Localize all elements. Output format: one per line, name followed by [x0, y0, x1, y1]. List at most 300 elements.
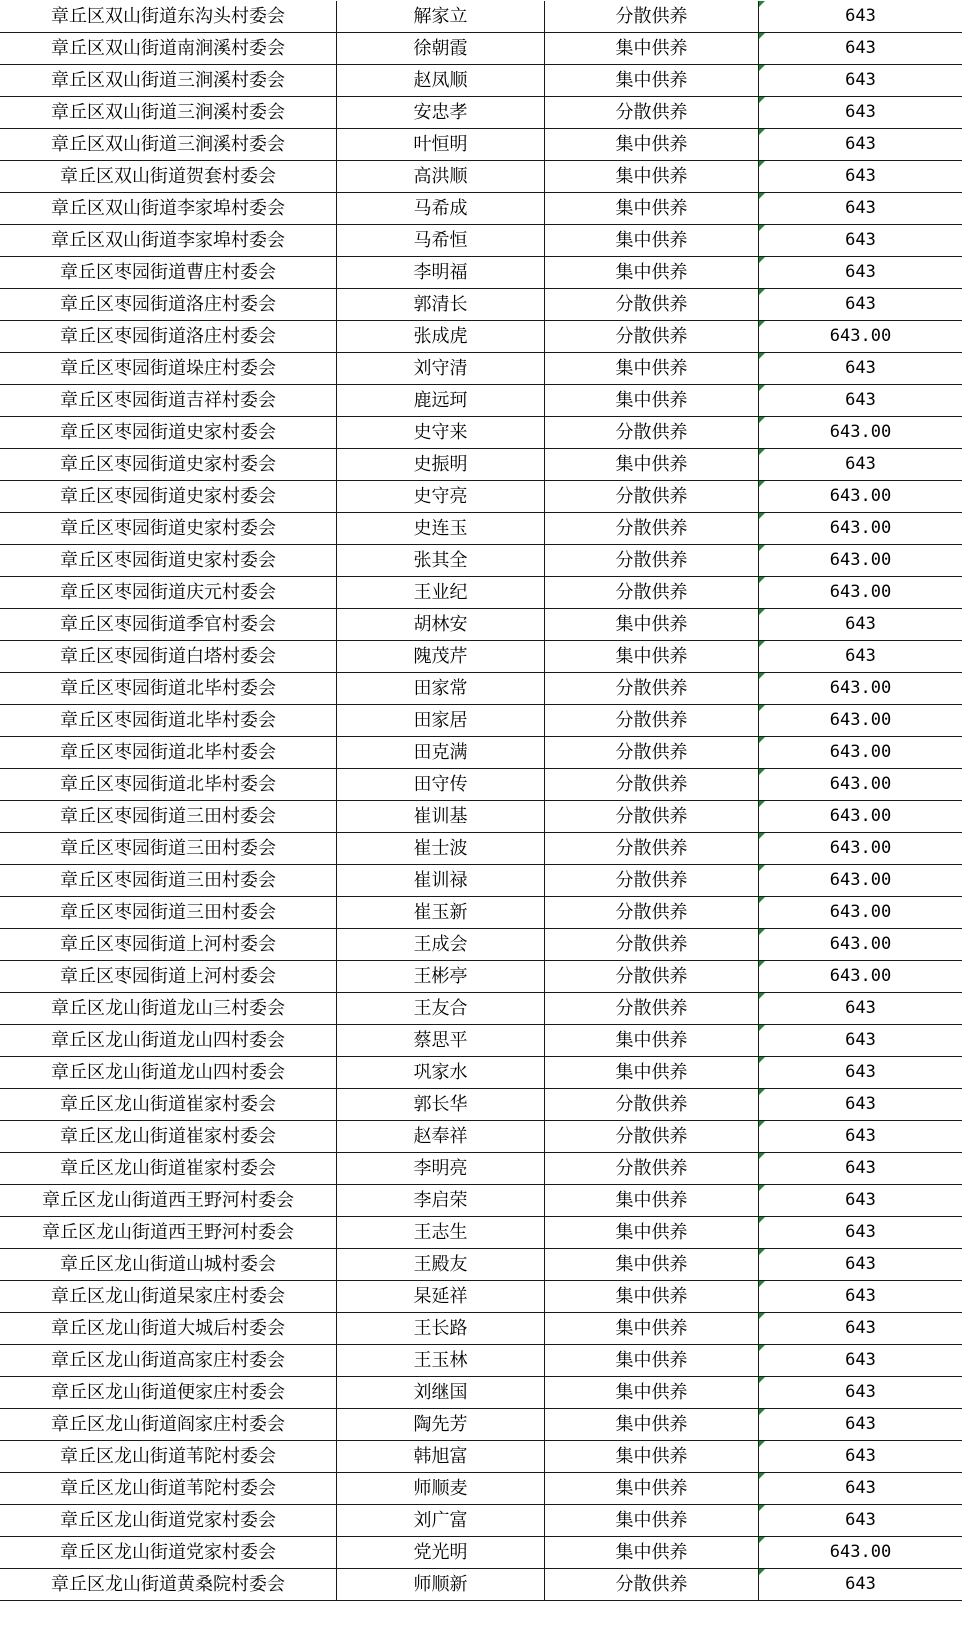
village-cell[interactable]: 章丘区龙山街道西王野河村委会	[0, 1185, 337, 1216]
table-row	[0, 1377, 962, 1409]
village-cell[interactable]: 章丘区龙山街道大城后村委会	[0, 1313, 337, 1344]
amount-cell[interactable]	[759, 1, 962, 32]
amount-value: 643	[845, 166, 876, 186]
name-cell[interactable]: 王殿友	[337, 1249, 545, 1280]
table-row	[0, 1025, 962, 1057]
support-type-cell[interactable]: 集中供养	[545, 1505, 759, 1536]
village-cell[interactable]: 章丘区龙山街道苇陀村委会	[0, 1473, 337, 1504]
village-cell[interactable]: 章丘区枣园街道北毕村委会	[0, 705, 337, 736]
number-stored-as-text-indicator	[759, 161, 765, 167]
amount-cell[interactable]	[759, 129, 962, 160]
number-stored-as-text-indicator	[759, 961, 765, 967]
number-stored-as-text-indicator	[759, 609, 765, 615]
village-cell[interactable]: 章丘区枣园街道上河村委会	[0, 929, 337, 960]
amount-cell[interactable]	[759, 1217, 962, 1248]
name-cell[interactable]: 王彬亭	[337, 961, 545, 992]
amount-value: 643	[845, 614, 876, 634]
number-stored-as-text-indicator	[759, 1281, 765, 1287]
number-stored-as-text-indicator	[759, 1121, 765, 1127]
support-type-cell[interactable]: 集中供养	[545, 193, 759, 224]
support-type-cell[interactable]: 集中供养	[545, 1185, 759, 1216]
amount-value: 643.00	[829, 486, 892, 506]
amount-cell[interactable]	[759, 1249, 962, 1280]
name-cell[interactable]: 巩家水	[337, 1057, 545, 1088]
support-type-cell[interactable]: 分散供养	[545, 321, 759, 352]
support-type-cell[interactable]: 分散供养	[545, 897, 759, 928]
number-stored-as-text-indicator	[759, 289, 765, 295]
village-cell[interactable]: 章丘区枣园街道上河村委会	[0, 961, 337, 992]
amount-cell[interactable]	[759, 481, 962, 512]
amount-cell[interactable]	[759, 993, 962, 1024]
amount-value: 643	[845, 1382, 876, 1402]
village-cell[interactable]: 章丘区龙山街道杲家庄村委会	[0, 1281, 337, 1312]
village-cell[interactable]: 章丘区龙山街道崔家村委会	[0, 1121, 337, 1152]
name-cell[interactable]: 王玉林	[337, 1345, 545, 1376]
amount-value: 643	[845, 38, 876, 58]
number-stored-as-text-indicator	[759, 321, 765, 327]
support-type-cell[interactable]: 集中供养	[545, 353, 759, 384]
village-cell[interactable]: 章丘区双山街道贺套村委会	[0, 161, 337, 192]
table-row	[0, 1441, 962, 1473]
amount-cell[interactable]	[759, 1345, 962, 1376]
village-cell[interactable]: 章丘区枣园街道曹庄村委会	[0, 257, 337, 288]
amount-cell[interactable]	[759, 577, 962, 608]
amount-cell[interactable]	[759, 705, 962, 736]
amount-cell[interactable]	[759, 1025, 962, 1056]
amount-value: 643.00	[829, 774, 892, 794]
amount-cell[interactable]	[759, 353, 962, 384]
table-row	[0, 1345, 962, 1377]
amount-value: 643.00	[829, 902, 892, 922]
village-cell[interactable]: 章丘区枣园街道洛庄村委会	[0, 289, 337, 320]
village-cell[interactable]: 章丘区双山街道三涧溪村委会	[0, 129, 337, 160]
number-stored-as-text-indicator	[759, 449, 765, 455]
support-type-cell[interactable]: 集中供养	[545, 1537, 759, 1568]
name-cell[interactable]: 田家居	[337, 705, 545, 736]
name-cell[interactable]: 马希恒	[337, 225, 545, 256]
number-stored-as-text-indicator	[759, 801, 765, 807]
number-stored-as-text-indicator	[759, 33, 765, 39]
village-cell[interactable]: 章丘区枣园街道垛庄村委会	[0, 353, 337, 384]
name-cell[interactable]: 高洪顺	[337, 161, 545, 192]
support-type-cell[interactable]: 集中供养	[545, 225, 759, 256]
village-cell[interactable]: 章丘区龙山街道龙山三村委会	[0, 993, 337, 1024]
amount-cell[interactable]	[759, 801, 962, 832]
village-cell[interactable]: 章丘区枣园街道北毕村委会	[0, 769, 337, 800]
table-row	[0, 1, 962, 33]
village-cell[interactable]: 章丘区枣园街道史家村委会	[0, 449, 337, 480]
amount-cell[interactable]	[759, 1057, 962, 1088]
name-cell[interactable]: 蔡思平	[337, 1025, 545, 1056]
village-cell[interactable]: 章丘区枣园街道三田村委会	[0, 833, 337, 864]
name-cell[interactable]: 崔士波	[337, 833, 545, 864]
village-cell[interactable]: 章丘区双山街道三涧溪村委会	[0, 65, 337, 96]
table-row	[0, 993, 962, 1025]
table-row	[0, 193, 962, 225]
table-row	[0, 1217, 962, 1249]
support-type-cell[interactable]: 分散供养	[545, 673, 759, 704]
name-cell[interactable]: 杲延祥	[337, 1281, 545, 1312]
village-cell[interactable]: 章丘区枣园街道史家村委会	[0, 513, 337, 544]
amount-cell[interactable]	[759, 1505, 962, 1536]
village-cell[interactable]: 章丘区枣园街道史家村委会	[0, 481, 337, 512]
support-type-cell[interactable]: 分散供养	[545, 1153, 759, 1184]
name-cell[interactable]: 田守传	[337, 769, 545, 800]
support-type-cell[interactable]: 分散供养	[545, 1569, 759, 1600]
village-cell[interactable]: 章丘区枣园街道三田村委会	[0, 801, 337, 832]
number-stored-as-text-indicator	[759, 193, 765, 199]
number-stored-as-text-indicator	[759, 673, 765, 679]
amount-cell[interactable]	[759, 929, 962, 960]
name-cell[interactable]: 师顺新	[337, 1569, 545, 1600]
support-type-cell[interactable]: 集中供养	[545, 1377, 759, 1408]
amount-cell[interactable]	[759, 161, 962, 192]
number-stored-as-text-indicator	[759, 1217, 765, 1223]
support-type-cell[interactable]: 分散供养	[545, 993, 759, 1024]
amount-value: 643	[845, 1062, 876, 1082]
number-stored-as-text-indicator	[759, 1025, 765, 1031]
name-cell[interactable]: 刘广富	[337, 1505, 545, 1536]
amount-cell[interactable]	[759, 513, 962, 544]
name-cell[interactable]: 郭长华	[337, 1089, 545, 1120]
support-type-cell[interactable]: 集中供养	[545, 1345, 759, 1376]
table-row	[0, 577, 962, 609]
number-stored-as-text-indicator	[759, 993, 765, 999]
number-stored-as-text-indicator	[759, 929, 765, 935]
village-cell[interactable]: 章丘区双山街道南涧溪村委会	[0, 33, 337, 64]
amount-cell[interactable]	[759, 833, 962, 864]
table-row	[0, 385, 962, 417]
number-stored-as-text-indicator	[759, 545, 765, 551]
table-row	[0, 897, 962, 929]
support-type-cell[interactable]: 集中供养	[545, 1441, 759, 1472]
table-row	[0, 449, 962, 481]
support-type-cell[interactable]: 集中供养	[545, 449, 759, 480]
amount-value: 643	[845, 70, 876, 90]
name-cell[interactable]: 鹿远珂	[337, 385, 545, 416]
support-type-cell[interactable]: 分散供养	[545, 833, 759, 864]
amount-cell[interactable]	[759, 449, 962, 480]
name-cell[interactable]: 史守来	[337, 417, 545, 448]
support-type-cell[interactable]: 集中供养	[545, 1409, 759, 1440]
support-type-cell[interactable]: 分散供养	[545, 1, 759, 32]
name-cell[interactable]: 师顺麦	[337, 1473, 545, 1504]
amount-cell[interactable]	[759, 257, 962, 288]
table-row	[0, 833, 962, 865]
number-stored-as-text-indicator	[759, 385, 765, 391]
name-cell[interactable]: 王成会	[337, 929, 545, 960]
table-row	[0, 865, 962, 897]
amount-value: 643.00	[829, 806, 892, 826]
support-type-cell[interactable]: 集中供养	[545, 1249, 759, 1280]
name-cell[interactable]: 王长路	[337, 1313, 545, 1344]
name-cell[interactable]: 刘守清	[337, 353, 545, 384]
name-cell[interactable]: 崔训禄	[337, 865, 545, 896]
amount-value: 643	[845, 646, 876, 666]
village-cell[interactable]: 章丘区双山街道三涧溪村委会	[0, 97, 337, 128]
name-cell[interactable]: 隗茂芹	[337, 641, 545, 672]
amount-cell[interactable]	[759, 1153, 962, 1184]
amount-cell[interactable]	[759, 321, 962, 352]
village-cell[interactable]: 章丘区龙山街道党家村委会	[0, 1537, 337, 1568]
name-cell[interactable]: 陶先芳	[337, 1409, 545, 1440]
amount-cell[interactable]	[759, 865, 962, 896]
table-row	[0, 65, 962, 97]
number-stored-as-text-indicator	[759, 97, 765, 103]
amount-cell[interactable]	[759, 97, 962, 128]
support-type-cell[interactable]: 分散供养	[545, 961, 759, 992]
table-row	[0, 1537, 962, 1569]
table-row	[0, 673, 962, 705]
amount-cell[interactable]	[759, 897, 962, 928]
support-type-cell[interactable]: 分散供养	[545, 481, 759, 512]
support-type-cell[interactable]: 集中供养	[545, 1473, 759, 1504]
number-stored-as-text-indicator	[759, 1313, 765, 1319]
support-type-cell[interactable]: 分散供养	[545, 865, 759, 896]
amount-cell[interactable]	[759, 225, 962, 256]
support-type-cell[interactable]: 集中供养	[545, 1281, 759, 1312]
table-row	[0, 1313, 962, 1345]
table-row	[0, 513, 962, 545]
table-row	[0, 353, 962, 385]
amount-cell[interactable]	[759, 641, 962, 672]
name-cell[interactable]: 田家常	[337, 673, 545, 704]
support-type-cell[interactable]: 分散供养	[545, 417, 759, 448]
village-cell[interactable]: 章丘区枣园街道洛庄村委会	[0, 321, 337, 352]
village-cell[interactable]: 章丘区龙山街道党家村委会	[0, 1505, 337, 1536]
name-cell[interactable]: 赵凤顺	[337, 65, 545, 96]
name-cell[interactable]: 崔训基	[337, 801, 545, 832]
village-cell[interactable]: 章丘区枣园街道北毕村委会	[0, 737, 337, 768]
number-stored-as-text-indicator	[759, 481, 765, 487]
amount-cell[interactable]	[759, 769, 962, 800]
name-cell[interactable]: 史振明	[337, 449, 545, 480]
name-cell[interactable]: 崔玉新	[337, 897, 545, 928]
village-cell[interactable]: 章丘区龙山街道龙山四村委会	[0, 1025, 337, 1056]
name-cell[interactable]: 张成虎	[337, 321, 545, 352]
amount-value: 643	[845, 6, 876, 26]
table-row	[0, 737, 962, 769]
amount-cell[interactable]	[759, 673, 962, 704]
amount-value: 643	[845, 1414, 876, 1434]
amount-value: 643.00	[829, 582, 892, 602]
support-type-cell[interactable]: 分散供养	[545, 929, 759, 960]
village-cell[interactable]: 章丘区龙山街道黄桑院村委会	[0, 1569, 337, 1600]
table-row	[0, 161, 962, 193]
name-cell[interactable]: 史守亮	[337, 481, 545, 512]
table-row	[0, 609, 962, 641]
number-stored-as-text-indicator	[759, 641, 765, 647]
support-type-cell[interactable]: 分散供养	[545, 801, 759, 832]
name-cell[interactable]: 刘继国	[337, 1377, 545, 1408]
table-row	[0, 417, 962, 449]
table-row	[0, 1505, 962, 1537]
village-cell[interactable]: 章丘区龙山街道苇陀村委会	[0, 1441, 337, 1472]
amount-cell[interactable]	[759, 545, 962, 576]
support-type-cell[interactable]: 分散供养	[545, 1089, 759, 1120]
amount-value: 643	[845, 1094, 876, 1114]
number-stored-as-text-indicator	[759, 1345, 765, 1351]
village-cell[interactable]: 章丘区龙山街道山城村委会	[0, 1249, 337, 1280]
village-cell[interactable]: 章丘区龙山街道崔家村委会	[0, 1153, 337, 1184]
table-row	[0, 129, 962, 161]
amount-value: 643.00	[829, 710, 892, 730]
name-cell[interactable]: 王业纪	[337, 577, 545, 608]
number-stored-as-text-indicator	[759, 65, 765, 71]
support-type-cell[interactable]: 集中供养	[545, 1025, 759, 1056]
support-type-cell[interactable]: 分散供养	[545, 705, 759, 736]
amount-value: 643	[845, 1446, 876, 1466]
number-stored-as-text-indicator	[759, 129, 765, 135]
support-type-cell[interactable]: 集中供养	[545, 129, 759, 160]
support-type-cell[interactable]: 分散供养	[545, 577, 759, 608]
support-type-cell[interactable]: 集中供养	[545, 609, 759, 640]
amount-value: 643	[845, 1254, 876, 1274]
support-type-cell[interactable]: 分散供养	[545, 769, 759, 800]
support-type-cell[interactable]: 集中供养	[545, 1313, 759, 1344]
amount-value: 643	[845, 102, 876, 122]
support-type-cell[interactable]: 集中供养	[545, 641, 759, 672]
number-stored-as-text-indicator	[759, 1441, 765, 1447]
amount-cell[interactable]	[759, 1473, 962, 1504]
amount-cell[interactable]	[759, 1569, 962, 1600]
number-stored-as-text-indicator	[759, 417, 765, 423]
amount-value: 643.00	[829, 1542, 892, 1562]
amount-cell[interactable]	[759, 65, 962, 96]
number-stored-as-text-indicator	[759, 1185, 765, 1191]
village-cell[interactable]: 章丘区龙山街道崔家村委会	[0, 1089, 337, 1120]
table-row	[0, 801, 962, 833]
amount-value: 643	[845, 262, 876, 282]
amount-value: 643	[845, 198, 876, 218]
support-type-cell[interactable]: 集中供养	[545, 1057, 759, 1088]
table-row	[0, 1249, 962, 1281]
name-cell[interactable]: 解家立	[337, 1, 545, 32]
village-cell[interactable]: 章丘区龙山街道阎家庄村委会	[0, 1409, 337, 1440]
name-cell[interactable]: 党光明	[337, 1537, 545, 1568]
name-cell[interactable]: 李启荣	[337, 1185, 545, 1216]
number-stored-as-text-indicator	[759, 1153, 765, 1159]
table-row	[0, 1153, 962, 1185]
village-cell[interactable]: 章丘区枣园街道三田村委会	[0, 865, 337, 896]
village-cell[interactable]: 章丘区双山街道李家埠村委会	[0, 225, 337, 256]
amount-cell[interactable]	[759, 1409, 962, 1440]
support-type-cell[interactable]: 分散供养	[545, 737, 759, 768]
amount-cell[interactable]	[759, 385, 962, 416]
amount-value: 643.00	[829, 518, 892, 538]
support-type-cell[interactable]: 集中供养	[545, 65, 759, 96]
amount-cell[interactable]	[759, 33, 962, 64]
village-cell[interactable]: 章丘区枣园街道庆元村委会	[0, 577, 337, 608]
amount-cell[interactable]	[759, 961, 962, 992]
amount-cell[interactable]	[759, 417, 962, 448]
amount-cell[interactable]	[759, 1185, 962, 1216]
name-cell[interactable]: 王友合	[337, 993, 545, 1024]
name-cell[interactable]: 韩旭富	[337, 1441, 545, 1472]
support-type-cell[interactable]: 集中供养	[545, 1217, 759, 1248]
number-stored-as-text-indicator	[759, 577, 765, 583]
amount-cell[interactable]	[759, 609, 962, 640]
amount-cell[interactable]	[759, 1089, 962, 1120]
name-cell[interactable]: 马希成	[337, 193, 545, 224]
name-cell[interactable]: 张其全	[337, 545, 545, 576]
amount-cell[interactable]	[759, 1377, 962, 1408]
amount-cell[interactable]	[759, 1313, 962, 1344]
village-cell[interactable]: 章丘区龙山街道西王野河村委会	[0, 1217, 337, 1248]
support-type-cell[interactable]: 集中供养	[545, 385, 759, 416]
number-stored-as-text-indicator	[759, 1473, 765, 1479]
amount-cell[interactable]	[759, 737, 962, 768]
amount-value: 643.00	[829, 838, 892, 858]
village-cell[interactable]: 章丘区龙山街道高家庄村委会	[0, 1345, 337, 1376]
support-type-cell[interactable]: 集中供养	[545, 33, 759, 64]
village-cell[interactable]: 章丘区枣园街道史家村委会	[0, 545, 337, 576]
table-row	[0, 1185, 962, 1217]
support-type-cell[interactable]: 分散供养	[545, 513, 759, 544]
support-type-cell[interactable]: 分散供养	[545, 545, 759, 576]
name-cell[interactable]: 李明亮	[337, 1153, 545, 1184]
village-cell[interactable]: 章丘区双山街道李家埠村委会	[0, 193, 337, 224]
name-cell[interactable]: 田克满	[337, 737, 545, 768]
name-cell[interactable]: 胡林安	[337, 609, 545, 640]
amount-value: 643.00	[829, 966, 892, 986]
number-stored-as-text-indicator	[759, 769, 765, 775]
table-row	[0, 289, 962, 321]
amount-value: 643	[845, 1222, 876, 1242]
village-cell[interactable]: 章丘区枣园街道北毕村委会	[0, 673, 337, 704]
village-cell[interactable]: 章丘区龙山街道龙山四村委会	[0, 1057, 337, 1088]
village-cell[interactable]: 章丘区枣园街道吉祥村委会	[0, 385, 337, 416]
village-cell[interactable]: 章丘区双山街道东沟头村委会	[0, 1, 337, 32]
number-stored-as-text-indicator	[759, 1249, 765, 1255]
name-cell[interactable]: 叶恒明	[337, 129, 545, 160]
support-type-cell[interactable]: 分散供养	[545, 289, 759, 320]
amount-value: 643	[845, 998, 876, 1018]
support-type-cell[interactable]: 分散供养	[545, 1121, 759, 1152]
support-type-cell[interactable]: 集中供养	[545, 161, 759, 192]
amount-value: 643	[845, 390, 876, 410]
name-cell[interactable]: 赵奉祥	[337, 1121, 545, 1152]
amount-value: 643.00	[829, 742, 892, 762]
name-cell[interactable]: 史连玉	[337, 513, 545, 544]
number-stored-as-text-indicator	[759, 897, 765, 903]
village-cell[interactable]: 章丘区龙山街道便家庄村委会	[0, 1377, 337, 1408]
amount-cell[interactable]	[759, 289, 962, 320]
support-type-cell[interactable]: 分散供养	[545, 97, 759, 128]
number-stored-as-text-indicator	[759, 353, 765, 359]
support-type-cell[interactable]: 集中供养	[545, 257, 759, 288]
number-stored-as-text-indicator	[759, 1569, 765, 1575]
number-stored-as-text-indicator	[759, 257, 765, 263]
village-cell[interactable]: 章丘区枣园街道白塔村委会	[0, 641, 337, 672]
village-cell[interactable]: 章丘区枣园街道季官村委会	[0, 609, 337, 640]
table-row	[0, 225, 962, 257]
table-row	[0, 1409, 962, 1441]
amount-cell[interactable]	[759, 193, 962, 224]
amount-cell[interactable]	[759, 1281, 962, 1312]
amount-cell[interactable]	[759, 1441, 962, 1472]
amount-value: 643.00	[829, 422, 892, 442]
amount-cell[interactable]	[759, 1121, 962, 1152]
village-cell[interactable]: 章丘区枣园街道三田村委会	[0, 897, 337, 928]
village-cell[interactable]: 章丘区枣园街道史家村委会	[0, 417, 337, 448]
name-cell[interactable]: 郭清长	[337, 289, 545, 320]
amount-cell[interactable]	[759, 1537, 962, 1568]
name-cell[interactable]: 李明福	[337, 257, 545, 288]
name-cell[interactable]: 王志生	[337, 1217, 545, 1248]
name-cell[interactable]: 安忠孝	[337, 97, 545, 128]
name-cell[interactable]: 徐朝霞	[337, 33, 545, 64]
